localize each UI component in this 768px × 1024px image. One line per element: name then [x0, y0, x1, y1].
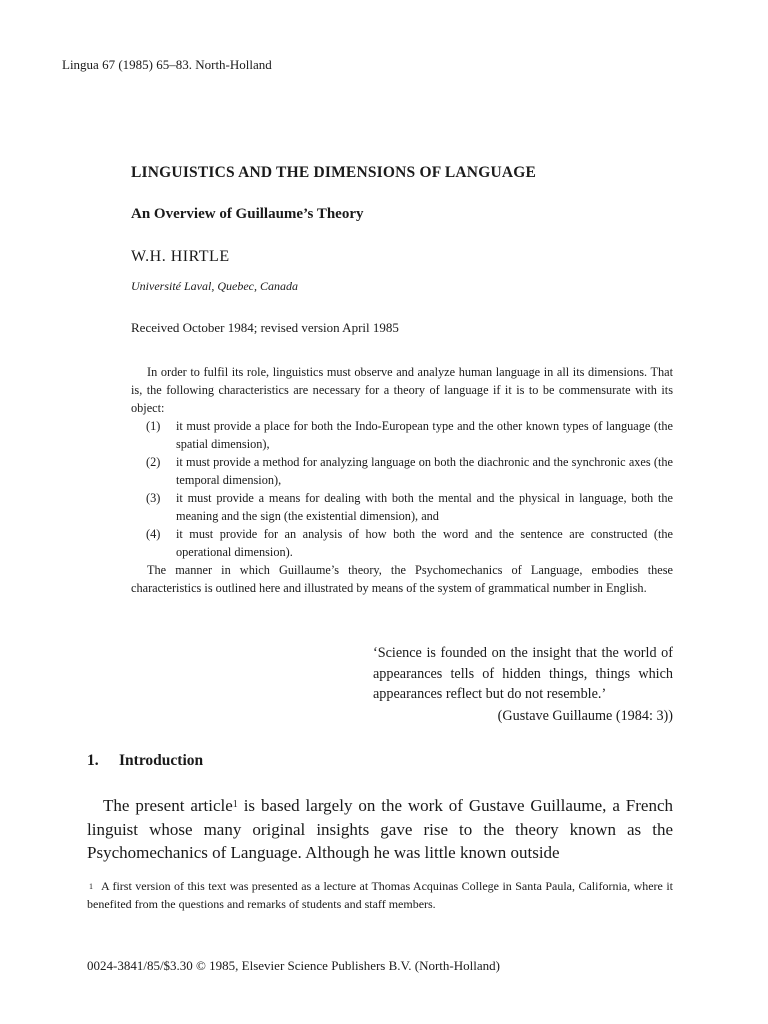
epigraph	[373, 643, 673, 726]
characteristics-list	[131, 417, 673, 561]
list-item	[131, 489, 673, 525]
list-item-number: (2)	[146, 455, 161, 469]
article-subtitle: An Overview of Guillaume’s Theory	[131, 206, 364, 222]
list-item-text: it must provide for an analysis of how both the word and the sentence are constructed (the operational dimension).	[176, 527, 673, 559]
received-dates: Received October 1984; revised version April 1985	[131, 320, 399, 335]
list-item-number: (3)	[146, 491, 161, 505]
abstract	[131, 363, 673, 597]
publisher-imprint: 0024-3841/85/$3.30 © 1985, Elsevier Science Publishers B.V. (North-Holland)	[87, 958, 500, 973]
footnote-reference[interactable]: 1	[232, 799, 238, 810]
abstract-intro: In order to fulfil its role, linguistics must observe and analyze human language in all its dimensions. That is, the following characteristics are necessary for a theory of language if it is to be commensurate with its object:	[131, 365, 673, 415]
body-text-start: The present article	[103, 796, 233, 815]
list-item-text: it must provide a place for both the Indo-European type and the other known types of language (the spatial dimension),	[176, 419, 673, 451]
list-item-number: (4)	[146, 527, 161, 541]
list-item-number: (1)	[146, 419, 161, 433]
body-text-rest: is based largely on the work of Gustave Guillaume, a French linguist whose many original insights gave rise to the theory known as the Psychomechanics of Language. Although he was little known outside	[87, 796, 673, 862]
section-heading	[87, 752, 203, 770]
article-title: LINGUISTICS AND THE DIMENSIONS OF LANGUAGE	[131, 164, 537, 181]
body-paragraph	[87, 794, 673, 865]
section-title: Introduction	[119, 752, 204, 769]
list-item-text: it must provide a method for analyzing language on both the diachronic and the synchronic axes (the temporal dimension),	[176, 455, 673, 487]
body-text	[87, 794, 673, 865]
list-item	[131, 417, 673, 453]
epigraph-attribution: (Gustave Guillaume (1984: 3))	[497, 707, 673, 724]
epigraph-quote: ‘Science is founded on the insight that the world of appearances tells of hidden things, things which appearances reflect but do not resemble.’	[373, 645, 673, 702]
section-number: 1.	[87, 752, 99, 769]
journal-citation: Lingua 67 (1985) 65–83. North-Holland	[62, 57, 272, 72]
author-affiliation: Université Laval, Quebec, Canada	[131, 279, 298, 293]
abstract-closing: The manner in which Guillaume’s theory, the Psychomechanics of Language, embodies these characteristics is outlined here and illustrated by means of the system of grammatical number in English.	[131, 563, 673, 595]
list-item-text: it must provide a means for dealing with both the mental and the physical in language, both the meaning and the sign (the existential dimension), and	[176, 491, 673, 523]
footnote-mark: 1	[89, 882, 93, 891]
author-name: W.H. HIRTLE	[131, 248, 230, 265]
list-item	[131, 525, 673, 561]
footnote	[87, 878, 673, 913]
footnote-text: A first version of this text was presented as a lecture at Thomas Acquinas College in Santa Paula, California, where it benefited from the questions and remarks of students and staff members.	[87, 879, 673, 911]
list-item	[131, 453, 673, 489]
